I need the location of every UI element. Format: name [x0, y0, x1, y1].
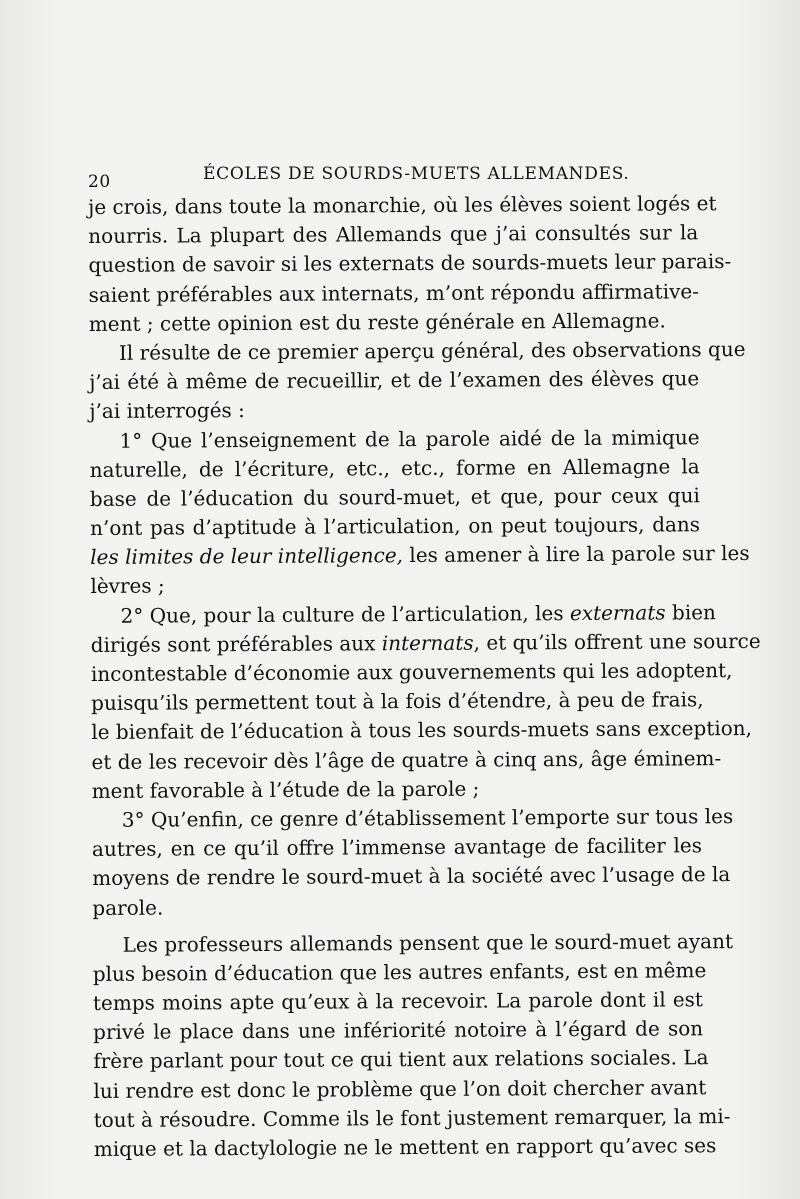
- text-line: j’ai été à même de recueillir, et de l’examen des élèves que: [89, 366, 700, 395]
- text-fragment: 2° Que, pour la culture de l’articulation, les: [120, 600, 564, 628]
- text-line: privé le place dans une infériorité notoire à l’égard de son: [93, 1016, 704, 1045]
- text-line: je crois, dans toute la monarchie, où les élèves soient logés et: [88, 191, 717, 219]
- text-fragment: dirigés sont préférables aux: [90, 631, 376, 657]
- text-line: n’ont pas d’aptitude à l’articulation, on peut toujours, dans: [89, 512, 701, 541]
- text-line: lèvres ;: [90, 573, 165, 599]
- text-line: nourris. La plupart des Allemands que j’ai consultés sur la: [88, 220, 699, 249]
- text-line: Il résulte de ce premier aperçu général, des observations que: [118, 336, 746, 365]
- text-line: saient préférables aux internats, m’ont répondu affirmative-: [88, 278, 700, 307]
- running-title: ÉCOLES DE SOURDS-MUETS ALLEMANDES.: [203, 164, 630, 184]
- text-line: incontestable d’économie aux gouvernements qui les adoptent,: [90, 658, 733, 686]
- text-fragment: bien: [671, 599, 716, 625]
- text-line: lui rendre est donc le problème que l’on doit chercher avant: [93, 1074, 707, 1103]
- text-line: base de l’éducation du sourd-muet, et que, pour ceux qui: [89, 483, 700, 511]
- italic-word: externats: [569, 600, 666, 625]
- text-line: puisqu’ils permettent tout à la fois d’étendre, à peu de frais,: [91, 687, 704, 716]
- text-fragment: les amener à lire la parole sur les: [409, 541, 750, 568]
- text-line: et de les recevoir dès l’âge de quatre à cinq ans, âge éminem-: [91, 745, 722, 774]
- text-line: moyens de rendre le sourd-muet à la société avec l’usage de la: [92, 862, 731, 891]
- text-line: [90, 540, 750, 573]
- text-line: temps moins apte qu’eux à la recevoir. La parole dont il est: [92, 987, 704, 1016]
- page-header: [88, 158, 688, 192]
- text-line: [90, 627, 761, 660]
- text-line: frère parlant pour tout ce qui tient aux relations sociales. La: [93, 1045, 709, 1074]
- text-line: autres, en ce qu’il offre l’immense avantage de faciliter les: [91, 833, 703, 862]
- page-number: 20: [88, 172, 111, 192]
- text-line: 3° Qu’enfin, ce genre d’établissement l’emporte sur tous les: [121, 804, 734, 832]
- text-line: 1° Que l’enseignement de la parole aidé de la mimique: [119, 424, 700, 453]
- text-line: [90, 598, 716, 631]
- text-line: parole.: [92, 895, 164, 920]
- text-line: ment favorable à l’étude de la parole ;: [91, 776, 480, 803]
- italic-phrase: les limites de leur intelligence,: [90, 543, 404, 570]
- text-line: ment ; cette opinion est du reste générale en Allemagne.: [88, 308, 666, 336]
- text-line: naturelle, de l’écriture, etc., etc., forme en Allemagne la: [89, 453, 700, 482]
- text-line: j’ai interrogés :: [89, 398, 245, 424]
- italic-word: internats: [381, 630, 474, 656]
- text-line: question de savoir si les externats de sourds-muets leur parais-: [88, 249, 732, 278]
- text-line: le bienfait de l’éducation à tous les sourds-muets sans exception,: [91, 716, 753, 745]
- text-line: mique et la dactylologie ne le mettent en rapport qu’avec ses: [93, 1133, 717, 1161]
- body-text: [88, 189, 761, 1164]
- text-fragment: , et qu’ils offrent une source: [473, 628, 761, 655]
- text-line: plus besoin d’éducation que les autres enfants, est en même: [92, 958, 707, 986]
- text-line: Les professeurs allemands pensent que le sourd-muet ayant: [122, 928, 734, 957]
- text-line: tout à résoudre. Comme ils le font justement remarquer, la mi-: [93, 1103, 731, 1132]
